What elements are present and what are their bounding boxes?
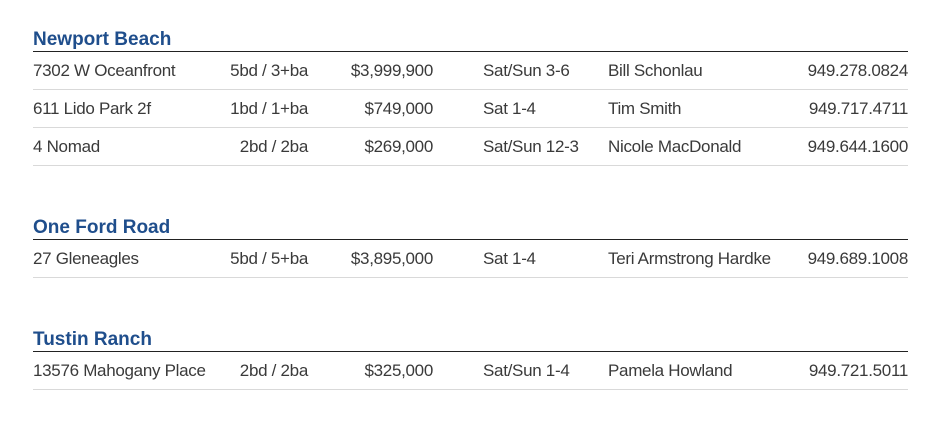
address-cell: 13576 Mahogany Place: [33, 361, 206, 380]
section-title: Tustin Ranch: [33, 330, 908, 352]
table-row: [33, 52, 908, 90]
price-cell: $3,895,000: [350, 249, 433, 268]
agent-cell: Pamela Howland: [608, 361, 733, 380]
phone-cell: 949.278.0824: [807, 61, 908, 80]
address-cell: 611 Lido Park 2f: [33, 99, 151, 118]
beds-baths-cell: 2bd / 2ba: [239, 361, 308, 380]
open-house-time-cell: Sat/Sun 12-3: [483, 137, 579, 156]
open-house-time-cell: Sat 1-4: [483, 99, 536, 118]
beds-baths-cell: 1bd / 1+ba: [230, 99, 308, 118]
beds-baths-cell: 5bd / 3+ba: [230, 61, 308, 80]
section-title: One Ford Road: [33, 218, 908, 240]
phone-cell: 949.689.1008: [807, 249, 908, 268]
agent-cell: Bill Schonlau: [608, 61, 703, 80]
address-cell: 27 Gleneagles: [33, 249, 139, 268]
phone-cell: 949.644.1600: [807, 137, 908, 156]
price-cell: $3,999,900: [350, 61, 433, 80]
price-cell: $269,000: [364, 137, 433, 156]
open-house-time-cell: Sat/Sun 1-4: [483, 361, 570, 380]
beds-baths-cell: 5bd / 5+ba: [230, 249, 308, 268]
phone-cell: 949.721.5011: [808, 361, 908, 380]
open-house-time-cell: Sat/Sun 3-6: [483, 61, 570, 80]
section-tustin-ranch: [33, 330, 908, 390]
price-cell: $325,000: [364, 361, 433, 380]
price-cell: $749,000: [364, 99, 433, 118]
section-one-ford-road: [33, 218, 908, 278]
phone-cell: 949.717.4711: [808, 99, 908, 118]
table-row: [33, 128, 908, 166]
open-house-time-cell: Sat 1-4: [483, 249, 536, 268]
address-cell: 4 Nomad: [33, 137, 100, 156]
section-newport-beach: [33, 30, 908, 166]
table-row: [33, 90, 908, 128]
table-row: [33, 352, 908, 390]
agent-cell: Tim Smith: [608, 99, 682, 118]
table-row: [33, 240, 908, 278]
address-cell: 7302 W Oceanfront: [33, 61, 176, 80]
section-title: Newport Beach: [33, 30, 908, 52]
agent-cell: Teri Armstrong Hardke: [608, 249, 771, 268]
beds-baths-cell: 2bd / 2ba: [239, 137, 308, 156]
agent-cell: Nicole MacDonald: [608, 137, 742, 156]
